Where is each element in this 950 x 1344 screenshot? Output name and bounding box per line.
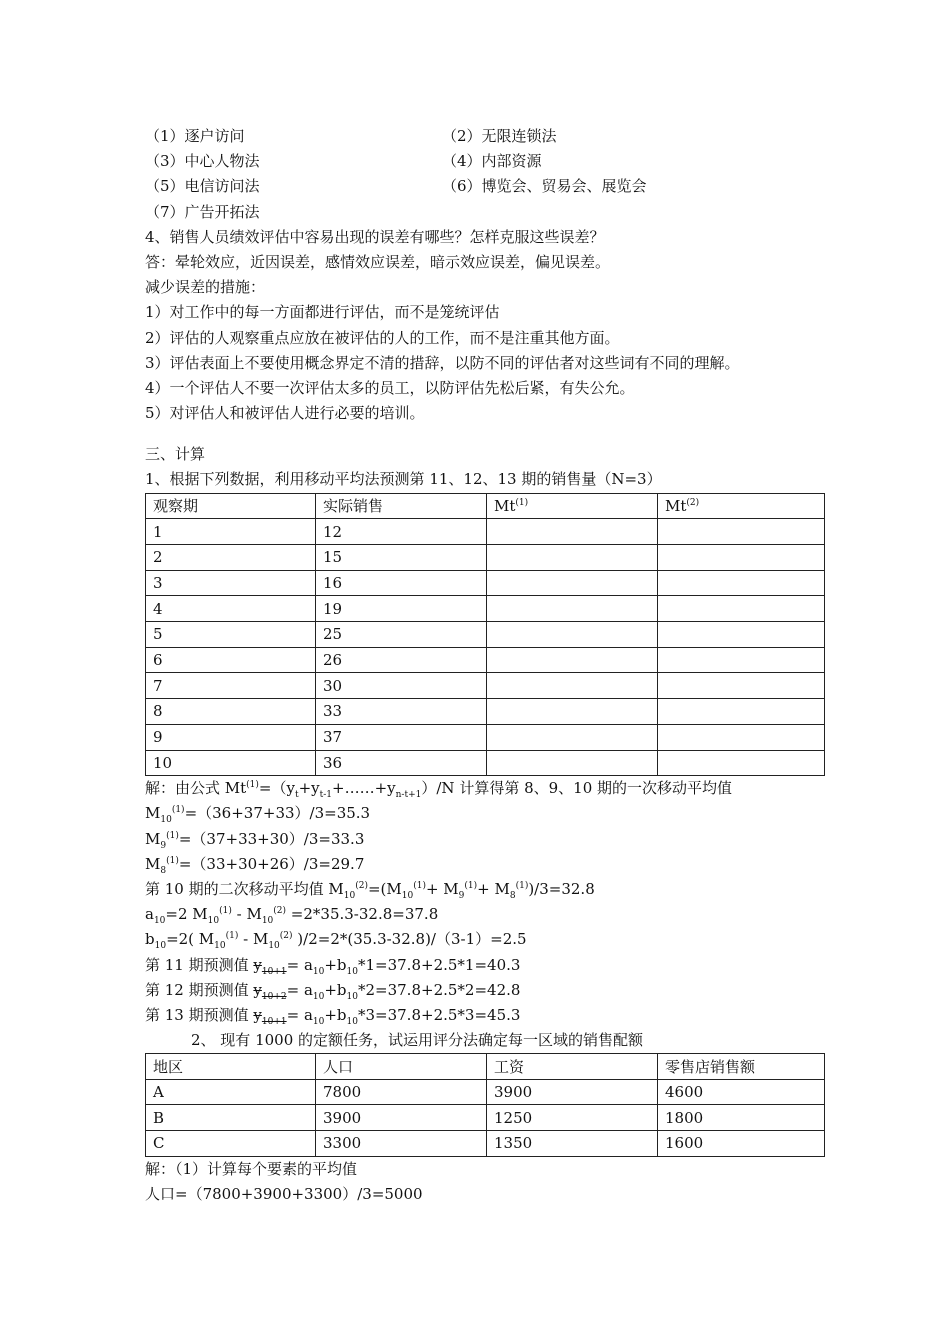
table-row — [146, 699, 825, 725]
method-item: （7）广告开拓法 — [145, 202, 260, 221]
table-cell: 5 — [146, 622, 316, 648]
table-cell: 3 — [146, 570, 316, 596]
method-row — [145, 124, 825, 149]
table-header-cell — [658, 493, 825, 519]
table-cell: 30 — [316, 673, 487, 699]
table-cell: 25 — [316, 622, 487, 648]
header-text: Mt — [494, 496, 516, 515]
table-header-cell: 地区 — [146, 1054, 316, 1080]
region-table — [145, 1053, 825, 1156]
table-cell: B — [146, 1105, 316, 1131]
table-cell: 26 — [316, 647, 487, 673]
table-cell: 19 — [316, 596, 487, 622]
formula-second-average: 第 10 期的二次移动平均值 $M_{10}^{(2)}=(M_{10}^{(1)}+ M_9^{(1)}+ M_8^{(1)})/3=32.8$ — [145, 879, 595, 901]
table-cell: 4600 — [658, 1079, 825, 1105]
table-cell: 3900 — [487, 1079, 658, 1105]
table-row — [146, 750, 825, 776]
measure-item: 2）评估的人观察重点应放在被评估的人的工作，而不是注重其他方面。 — [145, 328, 620, 347]
table-cell — [658, 647, 825, 673]
formula-m8: $M_8^{(1)}=(33+30+26)/3=29.7$ — [145, 854, 365, 876]
solution-2-step1: 解：（1）计算每个要素的平均值 — [145, 1159, 358, 1178]
question-2-title: 2、 现有 1000 的定额任务，试运用评分法确定每一区域的销售配额 — [191, 1031, 644, 1050]
table-cell — [658, 596, 825, 622]
table-row — [146, 724, 825, 750]
document-page — [145, 124, 825, 1207]
table-cell — [487, 647, 658, 673]
measures-title: 减少误差的措施： — [145, 278, 266, 297]
table-cell — [487, 545, 658, 571]
method-row — [145, 174, 825, 199]
formula-b10: $b_{10}=2$( $M_{10}^{(1)} - M_{10}^{(2)}$ )/2=2*(35.3-32.8)/（3-1）=2.5 — [145, 930, 527, 952]
table-cell — [487, 724, 658, 750]
table-cell: 2 — [146, 545, 316, 571]
table-header-cell — [487, 493, 658, 519]
table-row — [146, 545, 825, 571]
table-cell: C — [146, 1131, 316, 1157]
table-cell: 4 — [146, 596, 316, 622]
method-row — [145, 200, 825, 225]
method-item: （1）逐户访问 — [145, 127, 245, 145]
method-item: （4）内部资源 — [442, 152, 542, 171]
table-cell: 33 — [316, 699, 487, 725]
table-cell — [658, 545, 825, 571]
question-1-title: 1、根据下列数据，利用移动平均法预测第 11、12、13 期的销售量（N=3） — [145, 470, 662, 489]
formula-m10: $M_{10}^{(1)}=(36+37+33)/3=35.3$ — [145, 804, 371, 826]
solution-intro: 解：由公式 $Mt^{(1)}=(y_t+y_{t-1}+\dots\dots+y_{n-t+1})/N$ 计算得第 8、9、10 期的一次移动平均值 — [145, 779, 733, 801]
formula-m9: $M_9^{(1)}=(37+33+30)/3=33.3$ — [145, 829, 365, 851]
population-average: 人口=（7800+3900+3300）/3=5000 — [145, 1184, 423, 1203]
table-row — [146, 596, 825, 622]
table-cell: 1800 — [658, 1105, 825, 1131]
table-cell: 16 — [316, 570, 487, 596]
table-cell: 1 — [146, 519, 316, 545]
method-item: （5）电信访问法 — [145, 177, 260, 196]
table-row — [146, 1105, 825, 1131]
table-cell: 8 — [146, 699, 316, 725]
table-cell — [658, 570, 825, 596]
header-sup: (1) — [515, 497, 529, 508]
table-row — [146, 1131, 825, 1157]
answer-4: 答：晕轮效应，近因误差，感情效应误差，暗示效应误差，偏见误差。 — [145, 252, 611, 271]
table-cell: 12 — [316, 519, 487, 545]
table-cell — [487, 699, 658, 725]
method-item: （6）博览会、贸易会、展览会 — [442, 177, 647, 196]
measure-item: 1）对工作中的每一方面都进行评估，而不是笼统评估 — [145, 303, 500, 322]
table-cell — [658, 519, 825, 545]
table-cell: 9 — [146, 724, 316, 750]
table-cell: 3900 — [316, 1105, 487, 1131]
table-cell: 15 — [316, 545, 487, 571]
table-cell: A — [146, 1079, 316, 1105]
question-4: 4、销售人员绩效评估中容易出现的误差有哪些？怎样克服这些误差？ — [145, 227, 605, 246]
measure-item: 5）对评估人和被评估人进行必要的培训。 — [145, 404, 425, 423]
table-row — [146, 519, 825, 545]
table-cell — [658, 750, 825, 776]
table-cell: 1250 — [487, 1105, 658, 1131]
table-header-cell: 工资 — [487, 1054, 658, 1080]
forecast-13: 第 13 期预测值 $y_{10+1}= a_{10}+b_{10}*3=37.8+2.5*3=45.3$ — [145, 1005, 521, 1027]
formula-a10: $a_{10}=2$ $M_{10}^{(1)} - M_{10}^{(2)} =2*35.3-32.8=37.8$ — [145, 905, 439, 927]
forecast-12: 第 12 期预测值 $y_{10+2}= a_{10}+b_{10}*2=37.8+2.5*2=42.8$ — [145, 980, 521, 1002]
method-item: （2）无限连锁法 — [442, 127, 557, 145]
table-row — [146, 570, 825, 596]
table-cell: 7800 — [316, 1079, 487, 1105]
table-cell — [658, 724, 825, 750]
table-header-cell: 实际销售 — [316, 493, 487, 519]
table-row — [146, 1079, 825, 1105]
table-cell: 7 — [146, 673, 316, 699]
table-header-cell: 零售店销售额 — [658, 1054, 825, 1080]
table-row — [146, 622, 825, 648]
header-sup: (2) — [686, 497, 700, 508]
table-cell: 3300 — [316, 1131, 487, 1157]
table-cell — [487, 519, 658, 545]
table-header-row — [146, 1054, 825, 1080]
table-row — [146, 673, 825, 699]
section-title: 三、计算 — [145, 445, 206, 464]
table-cell — [487, 596, 658, 622]
moving-average-table — [145, 493, 825, 777]
table-header-cell: 观察期 — [146, 493, 316, 519]
table-cell — [658, 622, 825, 648]
table-cell: 6 — [146, 647, 316, 673]
table-cell — [487, 570, 658, 596]
table-cell: 1600 — [658, 1131, 825, 1157]
table-cell: 10 — [146, 750, 316, 776]
method-row — [145, 149, 825, 174]
table-header-row — [146, 493, 825, 519]
table-cell — [487, 622, 658, 648]
measure-item: 3）评估表面上不要使用概念界定不清的措辞，以防不同的评估者对这些词有不同的理解。 — [145, 353, 740, 372]
forecast-11: 第 11 期预测值 $y_{10+1}= a_{10}+b_{10}*1=37.8+2.5*1=40.3$ — [145, 955, 521, 977]
table-cell: 36 — [316, 750, 487, 776]
table-cell — [487, 750, 658, 776]
table-row — [146, 647, 825, 673]
table-header-cell: 人口 — [316, 1054, 487, 1080]
method-item: （3）中心人物法 — [145, 152, 260, 171]
table-cell — [487, 673, 658, 699]
table-cell: 1350 — [487, 1131, 658, 1157]
method-list — [145, 124, 825, 225]
table-cell — [658, 673, 825, 699]
table-cell: 37 — [316, 724, 487, 750]
header-text: Mt — [665, 496, 687, 515]
measure-item: 4）一个评估人不要一次评估太多的员工，以防评估先松后紧，有失公允。 — [145, 378, 635, 397]
table-cell — [658, 699, 825, 725]
